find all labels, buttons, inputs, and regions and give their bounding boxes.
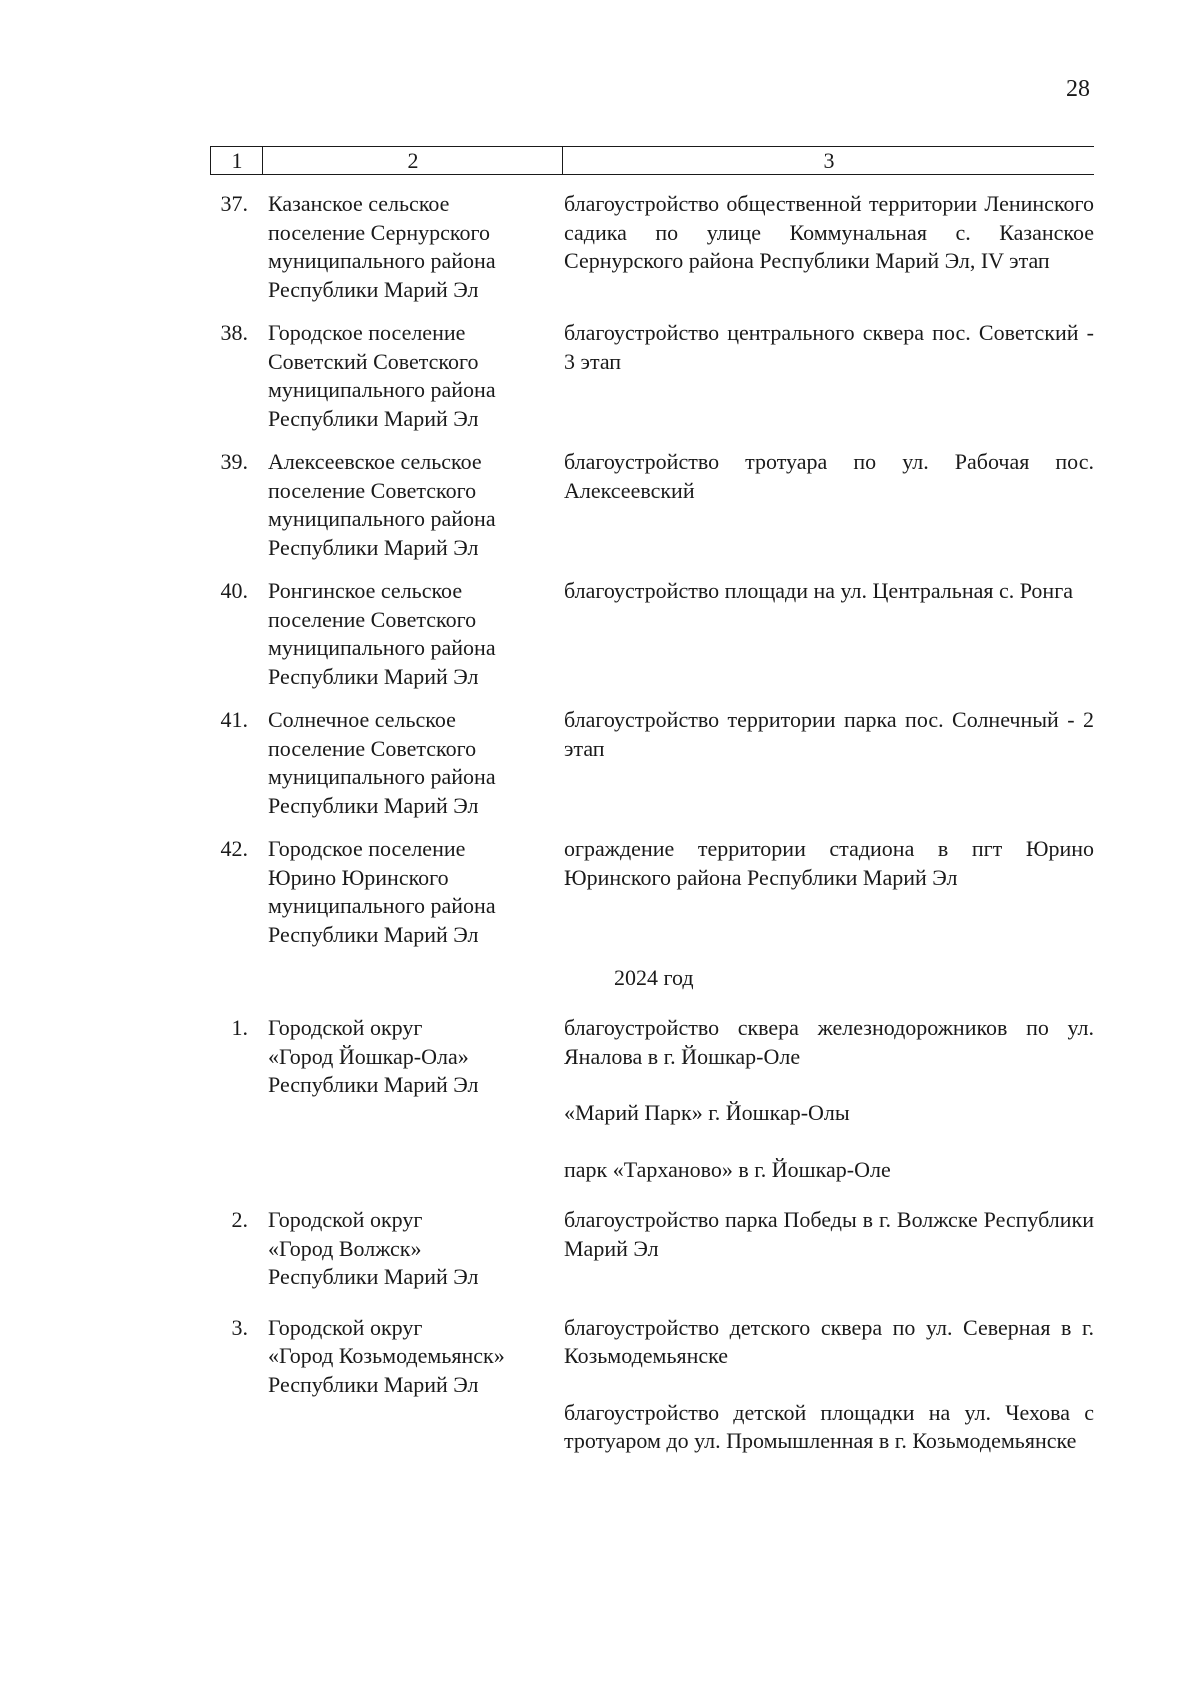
- municipality-name: [262, 1206, 564, 1292]
- table-row: [210, 1314, 1094, 1456]
- municipality-name-line: Республики Марий Эл: [268, 1072, 479, 1097]
- municipality-name: [262, 448, 564, 562]
- municipality-name: [262, 319, 564, 433]
- municipality-name-line: муниципального района: [268, 377, 496, 402]
- municipality-name-line: Ронгинское сельское: [268, 578, 463, 603]
- municipality-name: [262, 835, 564, 949]
- municipality-name: [262, 577, 564, 691]
- table-row: [210, 577, 1094, 691]
- municipality-name: [262, 706, 564, 820]
- project-description-item: благоустройство детского сквера по ул. Северная в г. Козьмодемьянске: [564, 1314, 1094, 1368]
- project-description: [564, 706, 1094, 763]
- municipality-name-line: «Город Волжск»: [268, 1235, 422, 1261]
- municipality-name-line: муниципального района: [268, 764, 496, 789]
- project-description-item: ограждение территории стадиона в пгт Юрино Юринского района Республики Марий Эл: [564, 836, 1094, 890]
- project-description-item: благоустройство сквера железнодорожников по ул. Яналова в г. Йошкар-Оле: [564, 1015, 1094, 1069]
- header-col-1: 1: [210, 147, 263, 174]
- project-description: [564, 319, 1094, 376]
- municipality-name-line: Республики Марий Эл: [268, 792, 479, 818]
- project-description-item: парк «Тарханово» в г. Йошкар-Оле: [564, 1156, 891, 1182]
- municipality-name-line: Республики Марий Эл: [268, 663, 479, 689]
- table-body: [210, 190, 1094, 1456]
- project-description-item: благоустройство центрального сквера пос. Советский - 3 этап: [564, 320, 1094, 374]
- row-number: 3.: [231, 1314, 248, 1340]
- project-description: [564, 1014, 1094, 1184]
- table-row: [210, 1206, 1094, 1292]
- municipality-name-line: Солнечное сельское: [268, 707, 456, 732]
- project-description-item: благоустройство общественной территории Ленинского садика по улице Коммунальная с. Казанское Сернурского района Республики Марий Эл, IV этап: [564, 191, 1094, 273]
- row-number: 38.: [220, 320, 248, 345]
- project-description: [564, 190, 1094, 276]
- municipality-name-line: поселение Сернурского: [268, 219, 490, 245]
- row-number: 39.: [220, 449, 248, 474]
- project-description-item: благоустройство детской площадки на ул. Чехова с тротуаром до ул. Промышленная в г. Козьмодемьянске: [564, 1399, 1094, 1453]
- municipality-name-line: Городское поселение: [268, 320, 466, 345]
- municipality-name-line: Республики Марий Эл: [268, 276, 479, 302]
- municipality-name-line: поселение Советского: [268, 735, 477, 761]
- year-heading: 2024 год: [614, 965, 694, 990]
- municipality-name-line: муниципального района: [268, 248, 496, 273]
- municipality-name-line: Городской округ: [268, 1015, 423, 1040]
- municipality-name-line: поселение Советского: [268, 606, 477, 632]
- municipality-name-line: «Город Козьмодемьянск»: [268, 1343, 505, 1368]
- project-description-item: благоустройство парка Победы в г. Волжске Республики Марий Эл: [564, 1207, 1094, 1261]
- project-description-item: благоустройство территории парка пос. Солнечный - 2 этап: [564, 707, 1094, 761]
- municipality-name-line: муниципального района: [268, 893, 496, 918]
- project-description-item: «Марий Парк» г. Йошкар-Олы: [564, 1100, 850, 1125]
- municipality-name-line: Республики Марий Эл: [268, 921, 479, 947]
- page-number: 28: [1066, 76, 1090, 102]
- row-number: 42.: [220, 836, 248, 861]
- row-number: 41.: [220, 707, 248, 732]
- table-row: [210, 448, 1094, 562]
- rows-group-2024: [210, 1014, 1094, 1456]
- project-description: [564, 835, 1094, 892]
- project-description: [564, 1314, 1094, 1456]
- municipality-name: [262, 1014, 564, 1100]
- row-number: 37.: [220, 191, 248, 216]
- row-number: 1.: [231, 1015, 248, 1040]
- project-description-item: благоустройство площади на ул. Центральная с. Ронга: [564, 578, 1073, 603]
- municipality-name-line: поселение Советского: [268, 477, 477, 503]
- table-row: [210, 1014, 1094, 1184]
- header-col-3: 3: [562, 147, 1095, 174]
- table-header: [210, 146, 1094, 175]
- project-description: [564, 1206, 1094, 1263]
- header-col-2: 2: [262, 147, 563, 174]
- table-row: [210, 190, 1094, 304]
- municipality-name-line: Городское поселение: [268, 836, 466, 861]
- municipality-name-line: Алексеевское сельское: [268, 449, 482, 474]
- rows-group-2023: [210, 190, 1094, 949]
- municipality-name-line: муниципального района: [268, 635, 496, 660]
- municipality-name-line: Республики Марий Эл: [268, 1371, 479, 1397]
- municipality-name-line: муниципального района: [268, 506, 496, 531]
- municipality-name-line: Советский Советского: [268, 348, 479, 374]
- municipality-name-line: «Город Йошкар-Ола»: [268, 1043, 469, 1069]
- municipality-name-line: Юрино Юринского: [268, 864, 449, 890]
- municipality-name-line: Городской округ: [268, 1207, 423, 1232]
- municipality-name-line: Республики Марий Эл: [268, 1264, 479, 1289]
- table-row: [210, 319, 1094, 433]
- row-number: 40.: [220, 578, 248, 603]
- municipality-name-line: Республики Марий Эл: [268, 405, 479, 431]
- row-number: 2.: [231, 1207, 248, 1232]
- project-description-item: благоустройство тротуара по ул. Рабочая пос. Алексеевский: [564, 449, 1094, 503]
- municipality-name: [262, 1314, 564, 1400]
- municipality-name-line: Городской округ: [268, 1314, 423, 1340]
- municipality-name-line: Республики Марий Эл: [268, 534, 479, 560]
- table-row: [210, 835, 1094, 949]
- table-row: [210, 706, 1094, 820]
- municipality-name-line: Казанское сельское: [268, 191, 450, 216]
- municipality-name: [262, 190, 564, 304]
- project-description: [564, 577, 1094, 606]
- project-description: [564, 448, 1094, 505]
